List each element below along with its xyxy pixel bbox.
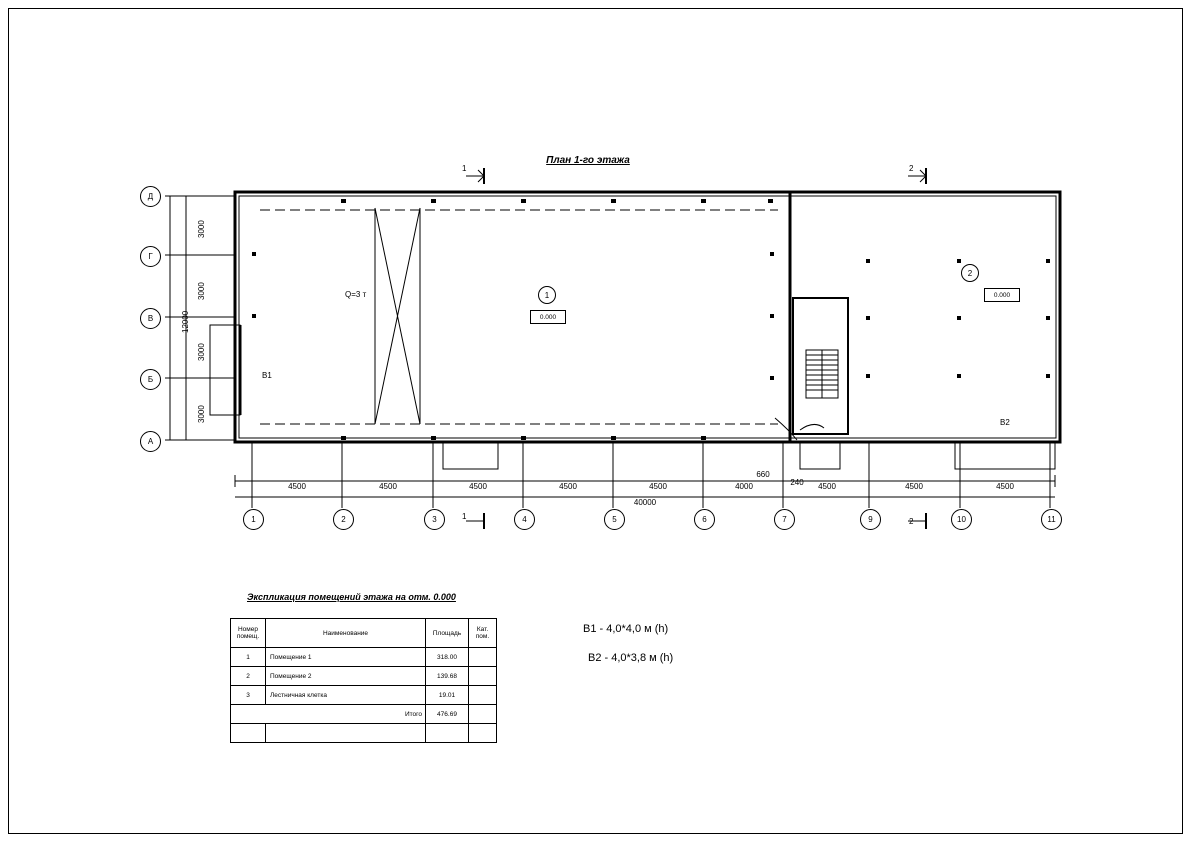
column-mark bbox=[252, 252, 256, 256]
column-mark bbox=[770, 252, 774, 256]
section-mark-2-bottom: 2 bbox=[909, 517, 914, 526]
col-header-number: Номер помещ. bbox=[231, 619, 266, 648]
axis-label: 4 bbox=[522, 515, 527, 524]
axis-label: 3 bbox=[432, 515, 437, 524]
horizontal-dim-2: 4500 bbox=[379, 482, 397, 491]
column-mark bbox=[701, 436, 706, 440]
axis-bubble-10 bbox=[951, 509, 972, 530]
cell-empty bbox=[469, 724, 497, 743]
gate-label-b1: В1 bbox=[262, 371, 272, 380]
column-mark bbox=[957, 259, 961, 263]
column-mark bbox=[431, 199, 436, 203]
column-mark bbox=[431, 436, 436, 440]
vertical-dim-1: 3000 bbox=[197, 220, 206, 238]
column-mark bbox=[768, 199, 773, 203]
room-marker-2 bbox=[961, 264, 979, 282]
axis-label: 2 bbox=[341, 515, 346, 524]
total-category bbox=[469, 705, 497, 724]
cell-category bbox=[469, 667, 497, 686]
axis-bubble-2 bbox=[333, 509, 354, 530]
column-mark bbox=[521, 199, 526, 203]
horizontal-dim-240: 240 bbox=[790, 478, 804, 487]
column-mark bbox=[701, 199, 706, 203]
axis-label: 1 bbox=[251, 515, 256, 524]
horizontal-dim-8: 4500 bbox=[818, 482, 836, 491]
cell-number: 1 bbox=[231, 648, 266, 667]
column-mark bbox=[611, 436, 616, 440]
horizontal-dim-3: 4500 bbox=[469, 482, 487, 491]
axis-label: 9 bbox=[868, 515, 873, 524]
vertical-dim-3: 3000 bbox=[197, 343, 206, 361]
crane-capacity-label: Q=3 т bbox=[345, 290, 367, 299]
axis-bubble-b bbox=[140, 369, 161, 390]
axis-label: 5 bbox=[612, 515, 617, 524]
axis-bubble-11 bbox=[1041, 509, 1062, 530]
vertical-dim-2: 3000 bbox=[197, 282, 206, 300]
axis-bubble-g bbox=[140, 246, 161, 267]
table-row bbox=[231, 648, 497, 667]
horizontal-dim-4: 4500 bbox=[559, 482, 577, 491]
room-marker-label: 2 bbox=[967, 268, 973, 278]
cell-empty bbox=[231, 724, 266, 743]
cell-category bbox=[469, 686, 497, 705]
exploitation-title: Экспликация помещений этажа на отм. 0.000 bbox=[247, 592, 456, 602]
elevation-mark-2 bbox=[984, 288, 1020, 302]
axis-label: 6 bbox=[702, 515, 707, 524]
cell-name: Лестничная клетка bbox=[266, 686, 426, 705]
gate-label-b2: В2 bbox=[1000, 418, 1010, 427]
cell-area: 19.01 bbox=[426, 686, 469, 705]
section-mark-2-top: 2 bbox=[909, 164, 914, 173]
horizontal-dim-6: 4000 bbox=[735, 482, 753, 491]
column-mark bbox=[866, 316, 870, 320]
cell-name: Помещение 2 bbox=[266, 667, 426, 686]
table-header-row bbox=[231, 619, 497, 648]
column-mark bbox=[1046, 316, 1050, 320]
horizontal-dim-5: 4500 bbox=[649, 482, 667, 491]
elevation-value: 0.000 bbox=[539, 313, 557, 321]
axis-label: 11 bbox=[1047, 515, 1056, 524]
column-mark bbox=[866, 259, 870, 263]
column-mark bbox=[957, 374, 961, 378]
table-row bbox=[231, 686, 497, 705]
cell-category bbox=[469, 648, 497, 667]
column-mark bbox=[770, 314, 774, 318]
cell-area: 139.68 bbox=[426, 667, 469, 686]
table-total-row bbox=[231, 705, 497, 724]
axis-label: Д bbox=[147, 192, 154, 201]
column-mark bbox=[866, 374, 870, 378]
room-marker-label: 1 bbox=[544, 290, 550, 300]
axis-bubble-v bbox=[140, 308, 161, 329]
cell-area: 318.00 bbox=[426, 648, 469, 667]
column-mark bbox=[341, 436, 346, 440]
axis-bubble-1 bbox=[243, 509, 264, 530]
table-empty-row bbox=[231, 724, 497, 743]
column-mark bbox=[770, 376, 774, 380]
axis-bubble-7 bbox=[774, 509, 795, 530]
vertical-dim-4: 3000 bbox=[197, 405, 206, 423]
column-mark bbox=[1046, 374, 1050, 378]
elevation-value: 0.000 bbox=[993, 291, 1011, 299]
axis-label: 10 bbox=[957, 515, 966, 524]
cell-number: 2 bbox=[231, 667, 266, 686]
plan-title: План 1-го этажа bbox=[546, 155, 630, 166]
elevation-mark-1 bbox=[530, 310, 566, 324]
horizontal-dim-total: 40000 bbox=[633, 498, 657, 507]
axis-label: А bbox=[147, 437, 154, 446]
col-header-area: Площадь bbox=[426, 619, 469, 648]
column-mark bbox=[957, 316, 961, 320]
axis-label: Б bbox=[147, 375, 154, 384]
cell-name: Помещение 1 bbox=[266, 648, 426, 667]
horizontal-dim-1: 4500 bbox=[288, 482, 306, 491]
column-mark bbox=[1046, 259, 1050, 263]
table-row bbox=[231, 667, 497, 686]
axis-label: Г bbox=[148, 252, 153, 261]
axis-label: 7 bbox=[782, 515, 787, 524]
note-b1: В1 - 4,0*4,0 м (h) bbox=[583, 623, 669, 635]
axis-bubble-9 bbox=[860, 509, 881, 530]
column-mark bbox=[521, 436, 526, 440]
note-b2: В2 - 4,0*3,8 м (h) bbox=[588, 652, 674, 664]
horizontal-dim-660: 660 bbox=[756, 470, 770, 479]
cell-empty bbox=[426, 724, 469, 743]
axis-bubble-4 bbox=[514, 509, 535, 530]
section-mark-1-top: 1 bbox=[462, 164, 467, 173]
cell-empty bbox=[266, 724, 426, 743]
axis-bubble-3 bbox=[424, 509, 445, 530]
room-marker-1 bbox=[538, 286, 556, 304]
horizontal-dim-9: 4500 bbox=[905, 482, 923, 491]
cell-number: 3 bbox=[231, 686, 266, 705]
vertical-dim-total: 12000 bbox=[181, 310, 190, 333]
axis-bubble-d bbox=[140, 186, 161, 207]
section-mark-1-bottom: 1 bbox=[462, 512, 467, 521]
total-label: Итого bbox=[231, 705, 426, 724]
col-header-name: Наименование bbox=[266, 619, 426, 648]
col-header-category: Кат. пом. bbox=[469, 619, 497, 648]
axis-bubble-5 bbox=[604, 509, 625, 530]
column-mark bbox=[341, 199, 346, 203]
total-value: 476.69 bbox=[426, 705, 469, 724]
column-mark bbox=[252, 314, 256, 318]
axis-bubble-6 bbox=[694, 509, 715, 530]
axis-label: В bbox=[147, 314, 154, 323]
exploitation-table bbox=[230, 618, 497, 743]
column-mark bbox=[611, 199, 616, 203]
axis-bubble-a bbox=[140, 431, 161, 452]
horizontal-dim-10: 4500 bbox=[996, 482, 1014, 491]
